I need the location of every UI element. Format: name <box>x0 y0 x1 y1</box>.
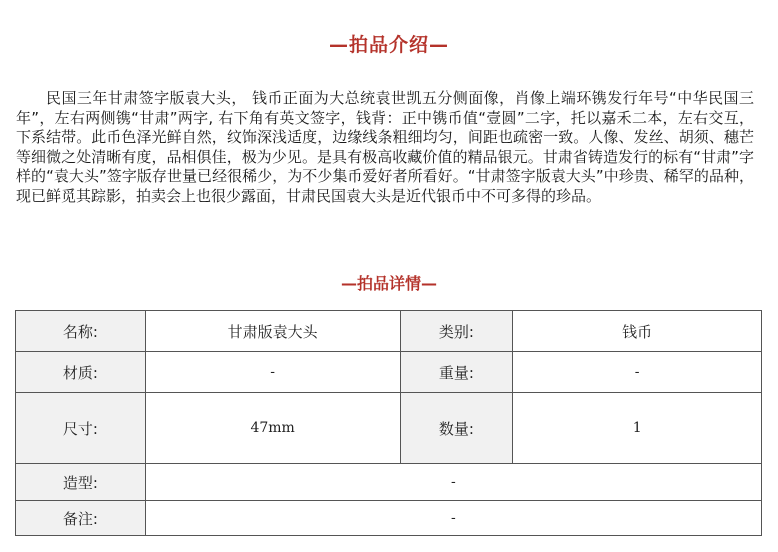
remark-label: 备注: <box>16 501 146 536</box>
details-section-title: —拍品详情— <box>340 274 437 293</box>
details-table <box>15 310 762 536</box>
material-value: - <box>145 352 400 393</box>
category-value: 钱币 <box>513 311 762 352</box>
quantity-value: 1 <box>513 393 762 464</box>
intro-paragraph: 民国三年甘肃签字版袁大头， 钱币正面为大总统袁世凯五分侧面像，肖像上端环镌发行年号“中华民国三年”，左右两侧镌“甘肃”两字, 右下角有英文签字，钱背：正中镌币值“壹圆”二字，托以嘉禾二本，左右交互，下系结带。此币色泽光鲜自然，纹饰深浅适度，边缘线条粗细均匀，间距也疏密一致。人像、发丝、胡须、穗芒等细微之处清晰有度，品相俱佳，极为少见。是具有极高收藏价值的精品银元。甘肃省铸造发行的标有“甘肃”字样的“袁大头”签字版存世量已经很稀少，为不少集币爱好者所看好。“甘肃签字版袁大头”中珍贵、稀罕的品种，现已鲜觅其踪影，拍卖会上也很少露面，甘肃民国袁大头是近代银币中不可多得的珍品。 <box>16 89 754 205</box>
size-value: 47mm <box>145 393 400 464</box>
shape-value: - <box>145 464 761 501</box>
weight-label: 重量: <box>400 352 513 393</box>
name-value: 甘肃版袁大头 <box>145 311 400 352</box>
material-label: 材质: <box>16 352 146 393</box>
table-row <box>16 311 762 352</box>
table-row <box>16 501 762 536</box>
remark-value: - <box>145 501 761 536</box>
table-row <box>16 393 762 464</box>
category-label: 类别: <box>400 311 513 352</box>
name-label: 名称: <box>16 311 146 352</box>
intro-section-title: —拍品介绍— <box>328 34 449 56</box>
quantity-label: 数量: <box>400 393 513 464</box>
shape-label: 造型: <box>16 464 146 501</box>
size-label: 尺寸: <box>16 393 146 464</box>
table-row <box>16 464 762 501</box>
table-row <box>16 352 762 393</box>
weight-value: - <box>513 352 762 393</box>
